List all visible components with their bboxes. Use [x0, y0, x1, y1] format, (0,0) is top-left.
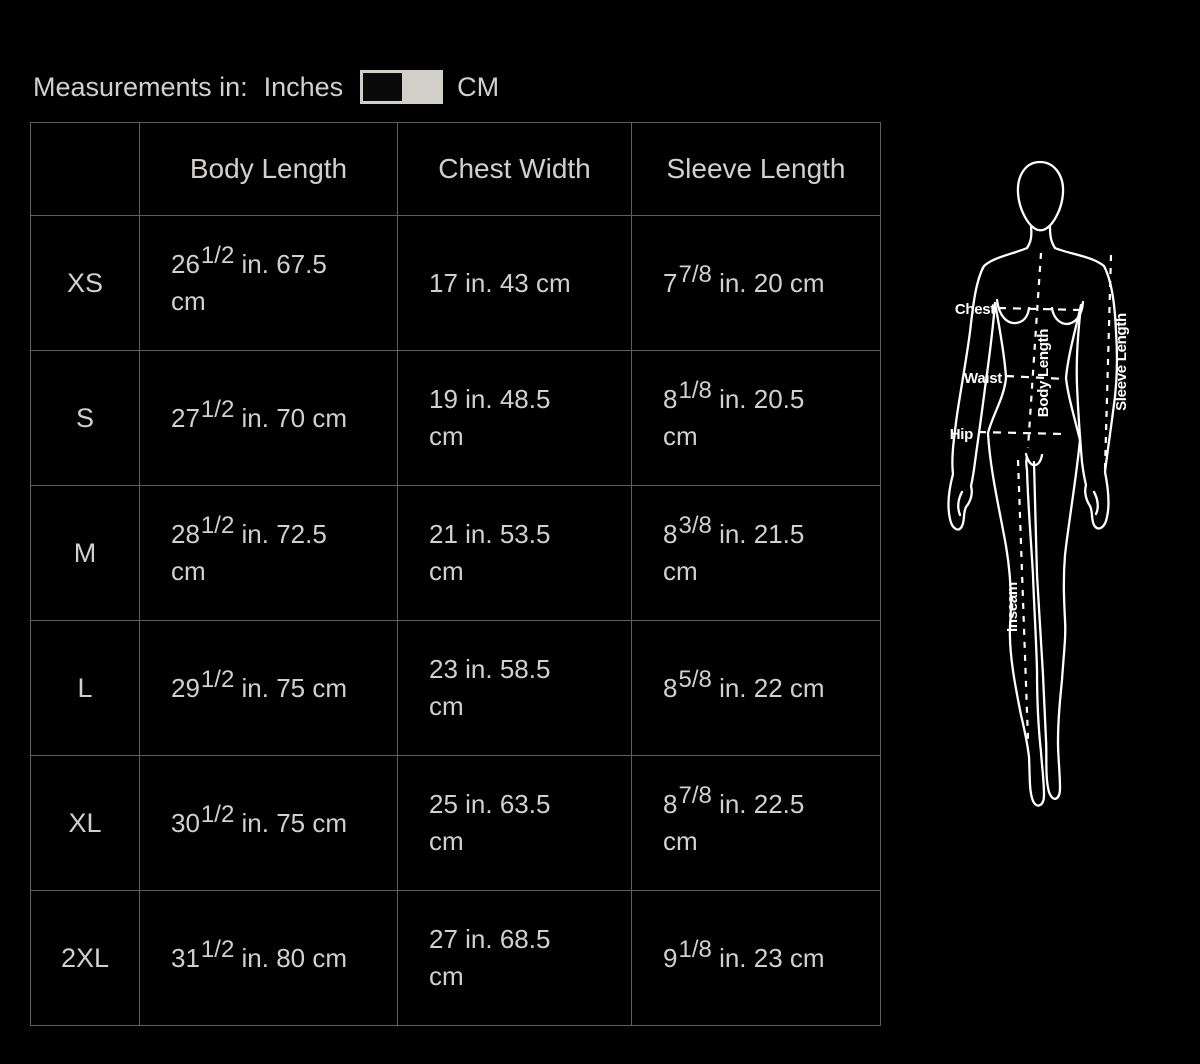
- chest-line: [998, 308, 1081, 310]
- sleeve-measurement: $8^{5/8}$ in. 22 cm: [632, 621, 880, 755]
- body-measurement: $31^{1/2}$ in. 80 cm: [140, 891, 397, 1025]
- size-label-2xl: 2XL: [31, 891, 139, 1025]
- size-label-l: L: [31, 621, 139, 755]
- size-label-xl: XL: [31, 756, 139, 890]
- figure-label-hip: Hip: [949, 426, 973, 443]
- figure-label-body-length: Body Length: [1035, 328, 1052, 418]
- hip-line: [978, 432, 1064, 434]
- body-measurement: $29^{1/2}$ in. 75 cm: [140, 621, 397, 755]
- cm-label: CM: [457, 71, 500, 102]
- header-chest-width: Chest Width: [398, 123, 631, 215]
- body-measurement: $30^{1/2}$ in. 75 cm: [140, 756, 397, 890]
- header-empty: [31, 123, 139, 215]
- header-body-length: Body Length: [140, 123, 397, 215]
- figure-label-waist: Waist: [964, 370, 1002, 387]
- chest-measurement: 27 in. 68.5 cm: [398, 891, 631, 1025]
- toggle-knob: [363, 73, 402, 101]
- chest-measurement: 23 in. 58.5 cm: [398, 621, 631, 755]
- chest-measurement: 17 in. 43 cm: [398, 216, 631, 350]
- header-sleeve-length: Sleeve Length: [632, 123, 880, 215]
- body-measurement: $27^{1/2}$ in. 70 cm: [140, 351, 397, 485]
- measurement-unit-bar: [33, 69, 499, 105]
- sleeve-measurement: $8^{7/8}$ in. 22.5 cm: [632, 756, 880, 890]
- figure-label-chest: Chest: [954, 301, 995, 318]
- chest-measurement: 21 in. 53.5 cm: [398, 486, 631, 620]
- sleeve-measurement: $7^{7/8}$ in. 20 cm: [632, 216, 880, 350]
- figure-bust: [997, 300, 1029, 323]
- body-measurement: $26^{1/2}$ in. 67.5 cm: [140, 216, 397, 350]
- size-label-xs: XS: [31, 216, 139, 350]
- size-table: [30, 122, 881, 1026]
- body-figure: [900, 140, 1200, 840]
- figure-head: [1018, 162, 1063, 230]
- sleeve-measurement: $9^{1/8}$ in. 23 cm: [632, 891, 880, 1025]
- inches-label: Inches: [263, 71, 344, 102]
- figure-label-inseam: Inseam: [1004, 582, 1021, 632]
- body-measurement: $28^{1/2}$ in. 72.5 cm: [140, 486, 397, 620]
- size-label-s: S: [31, 351, 139, 485]
- figure-left-arm: [949, 248, 1027, 530]
- figure-neck: [1027, 227, 1031, 248]
- figure-label-sleeve-length: Sleeve Length: [1113, 313, 1130, 411]
- chest-measurement: 25 in. 63.5 cm: [398, 756, 631, 890]
- sleeve-measurement: $8^{1/8}$ in. 20.5 cm: [632, 351, 880, 485]
- unit-toggle-switch[interactable]: [360, 70, 443, 104]
- measurements-in-label: Measurements in:: [33, 71, 248, 102]
- sleeve-measurement: $8^{3/8}$ in. 21.5 cm: [632, 486, 880, 620]
- size-label-m: M: [31, 486, 139, 620]
- chest-measurement: 19 in. 48.5 cm: [398, 351, 631, 485]
